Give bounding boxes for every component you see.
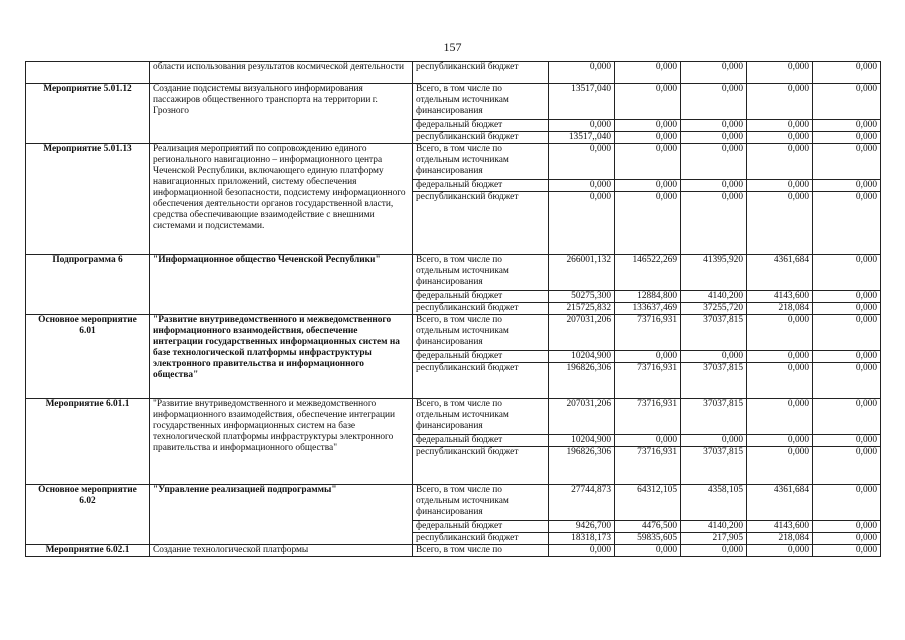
funding-source: Всего, в том числе по отдельным источникам финансирования [413,399,549,435]
amount-cell: 0,000 [813,303,881,315]
activity-description: Реализация мероприятий по сопровождению единого регионального навигационно – информационного центра Чеченской Республики, включающего единую платформу навигационных приложений, систему обеспечения информационной безопасности, подсистему информационного обеспечения деятельности органов государственной власти, средства обеспечивающие взаимодействие с внешними системами и подсистемами. [150,144,413,255]
amount-cell: 0,000 [681,351,747,363]
amount-cell: 0,000 [747,351,813,363]
amount-cell: 0,000 [549,144,615,180]
funding-source: федеральный бюджет [413,435,549,447]
budget-table [25,61,881,557]
amount-cell: 0,000 [615,192,681,255]
amount-cell: 37255,720 [681,303,747,315]
amount-cell: 0,000 [747,545,813,557]
amount-cell: 0,000 [681,192,747,255]
amount-cell: 73716,931 [615,399,681,435]
amount-cell: 0,000 [813,132,881,144]
amount-cell: 207031,206 [549,315,615,351]
amount-cell: 0,000 [549,62,615,84]
table-row [26,399,881,435]
amount-cell: 0,000 [681,120,747,132]
funding-source: республиканский бюджет [413,447,549,485]
amount-cell: 0,000 [813,84,881,120]
amount-cell: 0,000 [813,533,881,545]
activity-description: Создание подсистемы визуального информирования пассажиров общественного транспорта на территории г. Грозного [150,84,413,144]
amount-cell: 13517,,040 [549,132,615,144]
table-row [26,255,881,291]
activity-description: "Развитие внутриведомственного и межведомственного информационного взаимодействия, обеспечение интеграции государственных информационных систем на базе технологической платформы инфраструктуры электронного правительства и информационного общества" [150,399,413,485]
amount-cell: 0,000 [549,120,615,132]
activity-description: "Развитие внутриведомственного и межведомственного информационного взаимодействия, обеспечение интеграции государственных информационных систем на базе технологической платформы инфраструктуры электронного правительства и информационного общества" [150,315,413,399]
amount-cell: 0,000 [747,315,813,351]
amount-cell: 0,000 [615,545,681,557]
funding-source: федеральный бюджет [413,521,549,533]
amount-cell: 0,000 [615,180,681,192]
amount-cell: 18318,173 [549,533,615,545]
amount-cell: 0,000 [747,120,813,132]
funding-source: федеральный бюджет [413,180,549,192]
amount-cell: 0,000 [813,180,881,192]
amount-cell: 0,000 [681,144,747,180]
amount-cell: 0,000 [813,521,881,533]
activity-code: Мероприятие 6.01.1 [26,399,150,485]
amount-cell: 0,000 [747,144,813,180]
amount-cell: 0,000 [747,132,813,144]
amount-cell: 41395,920 [681,255,747,291]
amount-cell: 27744,873 [549,485,615,521]
amount-cell: 0,000 [813,62,881,84]
amount-cell: 4143,600 [747,291,813,303]
amount-cell: 37037,815 [681,447,747,485]
amount-cell: 218,084 [747,303,813,315]
amount-cell: 0,000 [813,363,881,399]
activity-code: Подпрограмма 6 [26,255,150,315]
amount-cell: 0,000 [813,545,881,557]
amount-cell: 0,000 [681,62,747,84]
funding-source: Всего, в том числе по отдельным источникам финансирования [413,485,549,521]
amount-cell: 37037,815 [681,315,747,351]
amount-cell: 9426,700 [549,521,615,533]
table-row [26,545,881,557]
activity-code [26,62,150,84]
amount-cell: 0,000 [813,291,881,303]
amount-cell: 196826,306 [549,447,615,485]
funding-source: Всего, в том числе по отдельным источникам финансирования [413,144,549,180]
amount-cell: 0,000 [747,84,813,120]
funding-source: республиканский бюджет [413,132,549,144]
amount-cell: 4140,200 [681,291,747,303]
amount-cell: 0,000 [681,545,747,557]
activity-code: Основное мероприятие 6.02 [26,485,150,545]
amount-cell: 0,000 [615,84,681,120]
amount-cell: 64312,105 [615,485,681,521]
amount-cell: 37037,815 [681,363,747,399]
amount-cell: 217,905 [681,533,747,545]
amount-cell: 218,084 [747,533,813,545]
amount-cell: 4140,200 [681,521,747,533]
amount-cell: 73716,931 [615,363,681,399]
amount-cell: 146522,269 [615,255,681,291]
amount-cell: 4476,500 [615,521,681,533]
amount-cell: 0,000 [747,62,813,84]
table-row [26,84,881,120]
amount-cell: 0,000 [747,363,813,399]
funding-source: федеральный бюджет [413,120,549,132]
funding-source: федеральный бюджет [413,351,549,363]
funding-source: республиканский бюджет [413,62,549,84]
amount-cell: 0,000 [681,84,747,120]
amount-cell: 12884,800 [615,291,681,303]
activity-description: "Управление реализацией подпрограммы" [150,485,413,545]
amount-cell: 0,000 [615,62,681,84]
table-row [26,315,881,351]
amount-cell: 0,000 [813,447,881,485]
amount-cell: 0,000 [813,399,881,435]
funding-source: Всего, в том числе по отдельным источникам финансирования [413,315,549,351]
amount-cell: 0,000 [813,485,881,521]
amount-cell: 50275,300 [549,291,615,303]
amount-cell: 196826,306 [549,363,615,399]
amount-cell: 73716,931 [615,447,681,485]
funding-source: республиканский бюджет [413,303,549,315]
amount-cell: 0,000 [813,435,881,447]
amount-cell: 4361,684 [747,485,813,521]
amount-cell: 0,000 [615,120,681,132]
activity-code: Мероприятие 6.02.1 [26,545,150,557]
amount-cell: 0,000 [615,351,681,363]
amount-cell: 59835,605 [615,533,681,545]
amount-cell: 0,000 [813,192,881,255]
amount-cell: 4143,600 [747,521,813,533]
amount-cell: 0,000 [549,545,615,557]
amount-cell: 0,000 [747,180,813,192]
activity-code: Основное мероприятие 6.01 [26,315,150,399]
amount-cell: 0,000 [681,180,747,192]
amount-cell: 207031,206 [549,399,615,435]
amount-cell: 0,000 [681,435,747,447]
amount-cell: 73716,931 [615,315,681,351]
funding-source: республиканский бюджет [413,363,549,399]
table-row [26,62,881,84]
amount-cell: 133637,469 [615,303,681,315]
amount-cell: 215725,832 [549,303,615,315]
amount-cell: 0,000 [615,435,681,447]
amount-cell: 4361,684 [747,255,813,291]
amount-cell: 10204,900 [549,351,615,363]
page-number: 157 [443,40,462,54]
activity-code: Мероприятие 5.01.12 [26,84,150,144]
amount-cell: 37037,815 [681,399,747,435]
amount-cell: 0,000 [615,132,681,144]
funding-source: Всего, в том числе по отдельным источникам финансирования [413,84,549,120]
funding-source: Всего, в том числе по отдельным источникам финансирования [413,255,549,291]
amount-cell: 0,000 [615,144,681,180]
amount-cell: 0,000 [747,435,813,447]
funding-source: федеральный бюджет [413,291,549,303]
activity-description: "Информационное общество Чеченской Республики" [150,255,413,315]
amount-cell: 0,000 [747,399,813,435]
activity-code: Мероприятие 5.01.13 [26,144,150,255]
amount-cell: 0,000 [681,132,747,144]
activity-description: области использования результатов космической деятельности [150,62,413,84]
table-row [26,485,881,521]
funding-source: республиканский бюджет [413,533,549,545]
amount-cell: 0,000 [747,447,813,485]
amount-cell: 0,000 [813,144,881,180]
amount-cell: 13517,040 [549,84,615,120]
amount-cell: 0,000 [813,255,881,291]
amount-cell: 10204,900 [549,435,615,447]
funding-source: Всего, в том числе по [413,545,549,557]
funding-source: республиканский бюджет [413,192,549,255]
amount-cell: 0,000 [813,120,881,132]
amount-cell: 266001,132 [549,255,615,291]
table-row [26,144,881,180]
amount-cell: 0,000 [549,192,615,255]
amount-cell: 0,000 [813,351,881,363]
amount-cell: 4358,105 [681,485,747,521]
amount-cell: 0,000 [813,315,881,351]
activity-description: Создание технологической платформы [150,545,413,557]
amount-cell: 0,000 [747,192,813,255]
amount-cell: 0,000 [549,180,615,192]
